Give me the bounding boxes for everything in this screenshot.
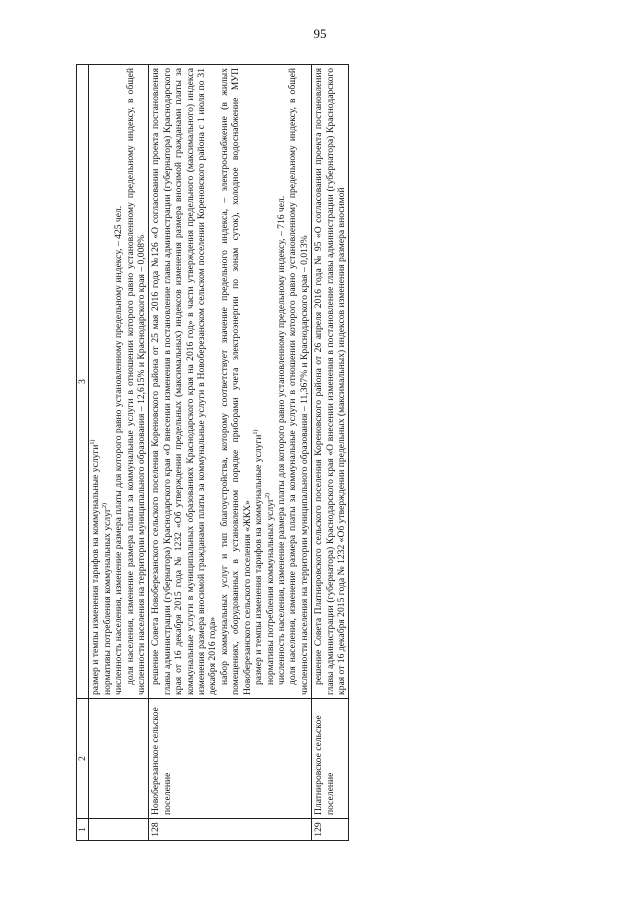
paragraph-text: численность населения, изменение размера платы для которого равно установленному предельному индексу, – 425 чел. bbox=[113, 205, 125, 695]
rotated-table-region bbox=[76, 65, 518, 841]
paragraph-text: нормативы потребления коммунальных услуг bbox=[264, 498, 276, 685]
details-cell bbox=[312, 65, 349, 699]
paragraph-text: доля населения, изменение размера платы за коммунальные услуги в отношении которого равно установленному предельному индексу, в общей численности населения на территории муниципального образования – 11,367% и Краснодарского края – 0,013% bbox=[287, 68, 310, 695]
details-paragraph bbox=[253, 68, 264, 695]
details-paragraph bbox=[313, 68, 347, 695]
header-cell-1: 1 bbox=[77, 819, 89, 841]
details-paragraph bbox=[113, 68, 124, 695]
details-cell bbox=[149, 65, 312, 699]
footnote-marker: 1) bbox=[252, 429, 259, 435]
row-number: 129 bbox=[312, 819, 349, 841]
municipality-name bbox=[89, 699, 149, 819]
details-cell bbox=[89, 65, 149, 699]
header-cell-3: 3 bbox=[77, 65, 89, 699]
paragraph-text: набор коммунальных услуг и тип благоустройства, которому соответствует значение предельного индекса, – электроснабжение (в жилых помещениях, оборудованных в установленном порядке приборами учета электроэнергии по зонам суток), холодное водоснабжение МУП Новоберезанского сельского поселения «ЖКХ» bbox=[218, 68, 253, 695]
header-cell-2: 2 bbox=[77, 699, 89, 819]
details-paragraph bbox=[150, 68, 218, 695]
paragraph-text: доля населения, изменение размера платы за коммунальные услуги в отношении которого равно установленному предельному индексу, в общей численности населения на территории муниципального образования – 12,615% и Краснодарского края – 0,008% bbox=[124, 68, 148, 695]
paragraph-text: размер и темпы изменения тарифов на коммунальные услуги bbox=[253, 434, 265, 685]
details-paragraph bbox=[102, 68, 113, 695]
details-paragraph bbox=[90, 68, 101, 695]
footnote-marker: 1) bbox=[90, 439, 97, 445]
paragraph-text: численность населения, изменение размера платы для которого равно установленному предельному индексу, – 716 чел. bbox=[275, 195, 287, 685]
row-number: 128 bbox=[149, 819, 312, 841]
footnote-marker: 2) bbox=[101, 503, 108, 509]
details-paragraph bbox=[219, 68, 253, 695]
table-row bbox=[89, 65, 149, 841]
paragraph-text: решение Совета Новоберезанского сельского поселения Кореновского района от 25 мая 2016 года №126 «О согласовании проекта постановления главы администрации (губернатора) Краснодарского края «О внесении изменения в постановление главы администрации (губернатора) Краснодарского края от 16 декабря 2015 года № 1232 «Об утверждении предельных (максимальных) индексов изменения размера вносимой гражданами платы за коммунальные услуги в муниципальных образованиях Краснодарского края на 2016 год» в части утверждения предельного (максимального) индекса изменения размера вносимой гражданами платы за коммунальные услуги в Новоберезанском сельском поселении Кореновского района с 1 июля по 31 декабря 2016 года» bbox=[150, 68, 219, 695]
paragraph-text: нормативы потребления коммунальных услуг bbox=[101, 508, 113, 695]
details-paragraph bbox=[265, 68, 276, 695]
details-paragraph bbox=[276, 68, 287, 695]
table-header-row bbox=[77, 65, 89, 841]
footnote-marker: 2) bbox=[264, 493, 271, 499]
municipality-name: Новоберезанское сельское поселение bbox=[149, 699, 312, 819]
page-number: 95 bbox=[313, 26, 327, 41]
row-number bbox=[89, 819, 149, 841]
details-paragraph bbox=[287, 68, 310, 695]
table-row bbox=[149, 65, 312, 841]
document-table bbox=[76, 64, 349, 841]
municipality-name: Платнировское сельское поселение bbox=[312, 699, 349, 819]
paragraph-text: решение Совета Платнировского сельского поселения Кореновского района от 26 апреля 2016 года № 95 «О согласовании проекта постановления главы администрации (губернатора) Краснодарского края «О внесении изменения в постановление главы администрации (губернатора) Краснодарского края от 16 декабря 2015 года № 1232 «Об утверждении предельных (максимальных) индексов изменения размера вносимой bbox=[313, 68, 347, 695]
table-row bbox=[312, 65, 349, 841]
paragraph-text: размер и темпы изменения тарифов на коммунальные услуги bbox=[90, 444, 102, 695]
details-paragraph bbox=[125, 68, 148, 695]
